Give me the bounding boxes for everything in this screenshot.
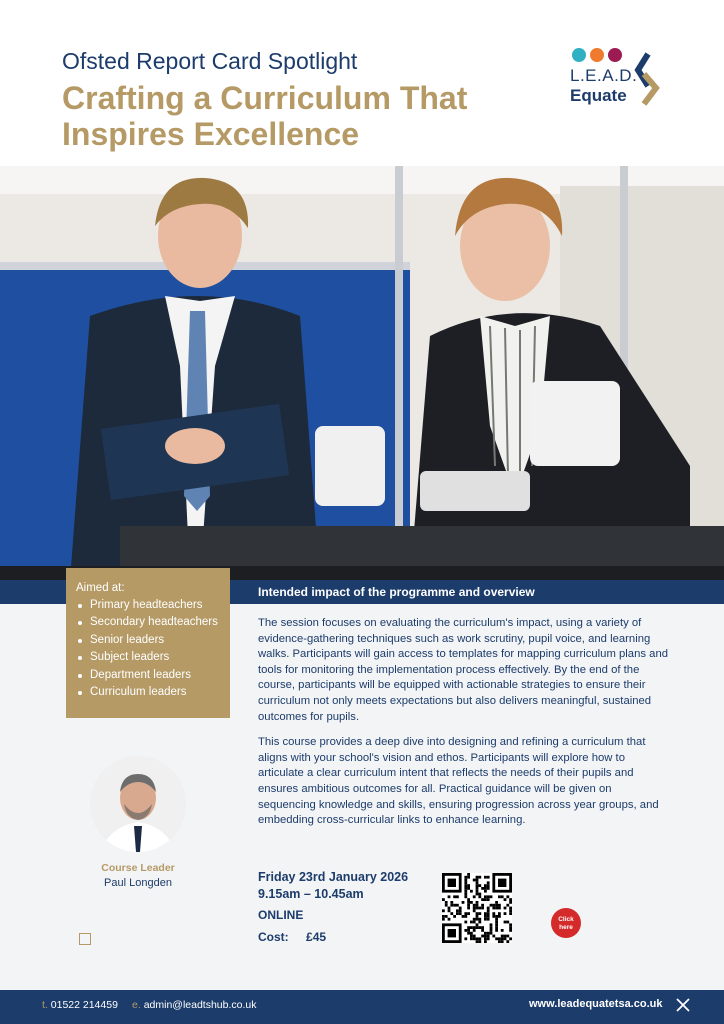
audience-item: Primary headteachers	[76, 597, 220, 614]
hero-photo	[0, 166, 724, 580]
title-line-2: Inspires Excellence	[62, 116, 360, 152]
logo-text-equate: Equate	[570, 86, 627, 105]
cost-label: Cost:	[258, 930, 289, 944]
logo-text-lead: L.E.A.D.	[570, 66, 638, 85]
overview-body	[258, 616, 672, 839]
kicker-text: Ofsted Report Card Spotlight	[62, 48, 358, 74]
audience-item: Curriculum leaders	[76, 684, 220, 701]
logo-dot-orange	[590, 48, 604, 62]
x-social-icon[interactable]	[676, 998, 690, 1012]
event-mode: ONLINE	[258, 908, 304, 922]
audience-item: Secondary headteachers	[76, 614, 220, 631]
audience-list	[76, 597, 220, 701]
event-date: Friday 23rd January 2026	[258, 870, 409, 884]
leader-photo-illustration	[90, 756, 186, 852]
footer-website-link[interactable]: www.leadequatetsa.co.uk	[529, 998, 663, 1010]
audience-item: Department leaders	[76, 667, 220, 684]
logo-dot-plum	[608, 48, 622, 62]
page-title	[62, 80, 542, 152]
audience-item: Subject leaders	[76, 649, 220, 666]
click-here-line-1: Click	[558, 916, 574, 923]
lead-equate-logo	[570, 46, 670, 116]
cost-value: £45	[306, 930, 327, 944]
qr-code-icon	[442, 873, 512, 943]
phone-prefix: t.	[42, 999, 48, 1011]
checkbox[interactable]	[79, 933, 91, 945]
event-cost	[258, 930, 326, 944]
overview-paragraph-2: This course provides a deep dive into designing and refining a curriculum that aligns with your school's vision and ethos. Participants will explore how to articulate a clear curriculum intent that reflects the needs of their pupils and ensures ambitious outcomes for all. Practical guidance will be given on sequencing knowledge and skills, ensuring progression across year groups, and embedding cross-curricular links to enhance learning.	[258, 736, 659, 827]
click-here-button[interactable]	[551, 908, 581, 938]
event-time: 9.15am – 10.45am	[258, 887, 364, 901]
audience-title: Aimed at:	[76, 582, 125, 594]
students-lab-illustration	[0, 166, 724, 580]
footer-email[interactable]	[132, 999, 257, 1011]
footer-phone[interactable]	[42, 999, 118, 1011]
email-address: admin@leadtshub.co.uk	[143, 999, 257, 1011]
logo-chevron-icon	[634, 52, 664, 108]
audience-box	[66, 568, 230, 718]
qr-code[interactable]	[442, 873, 512, 943]
logo-dot-teal	[572, 48, 586, 62]
course-leader-role: Course Leader	[101, 862, 175, 874]
course-leader-name: Paul Longden	[104, 877, 172, 889]
email-prefix: e.	[132, 999, 141, 1011]
course-leader-portrait	[90, 756, 186, 852]
overview-heading: Intended impact of the programme and overview	[258, 585, 535, 599]
audience-item: Senior leaders	[76, 632, 220, 649]
click-here-line-2: here	[559, 923, 573, 931]
title-line-1: Crafting a Curriculum That	[62, 80, 468, 116]
overview-paragraph-1: The session focuses on evaluating the curriculum's impact, using a variety of evidence-gathering techniques such as work scrutiny, pupil voice, and learning walks. Participants will gain access to templates for mapping curriculum plans and tools for monitoring the implementation process effectively. By the end of the course, participants will be equipped with actionable strategies to ensure their curriculum not only meets expectations but also delivers meaningful, sustained outcomes for pupils.	[258, 617, 669, 723]
phone-number: 01522 214459	[50, 999, 118, 1011]
